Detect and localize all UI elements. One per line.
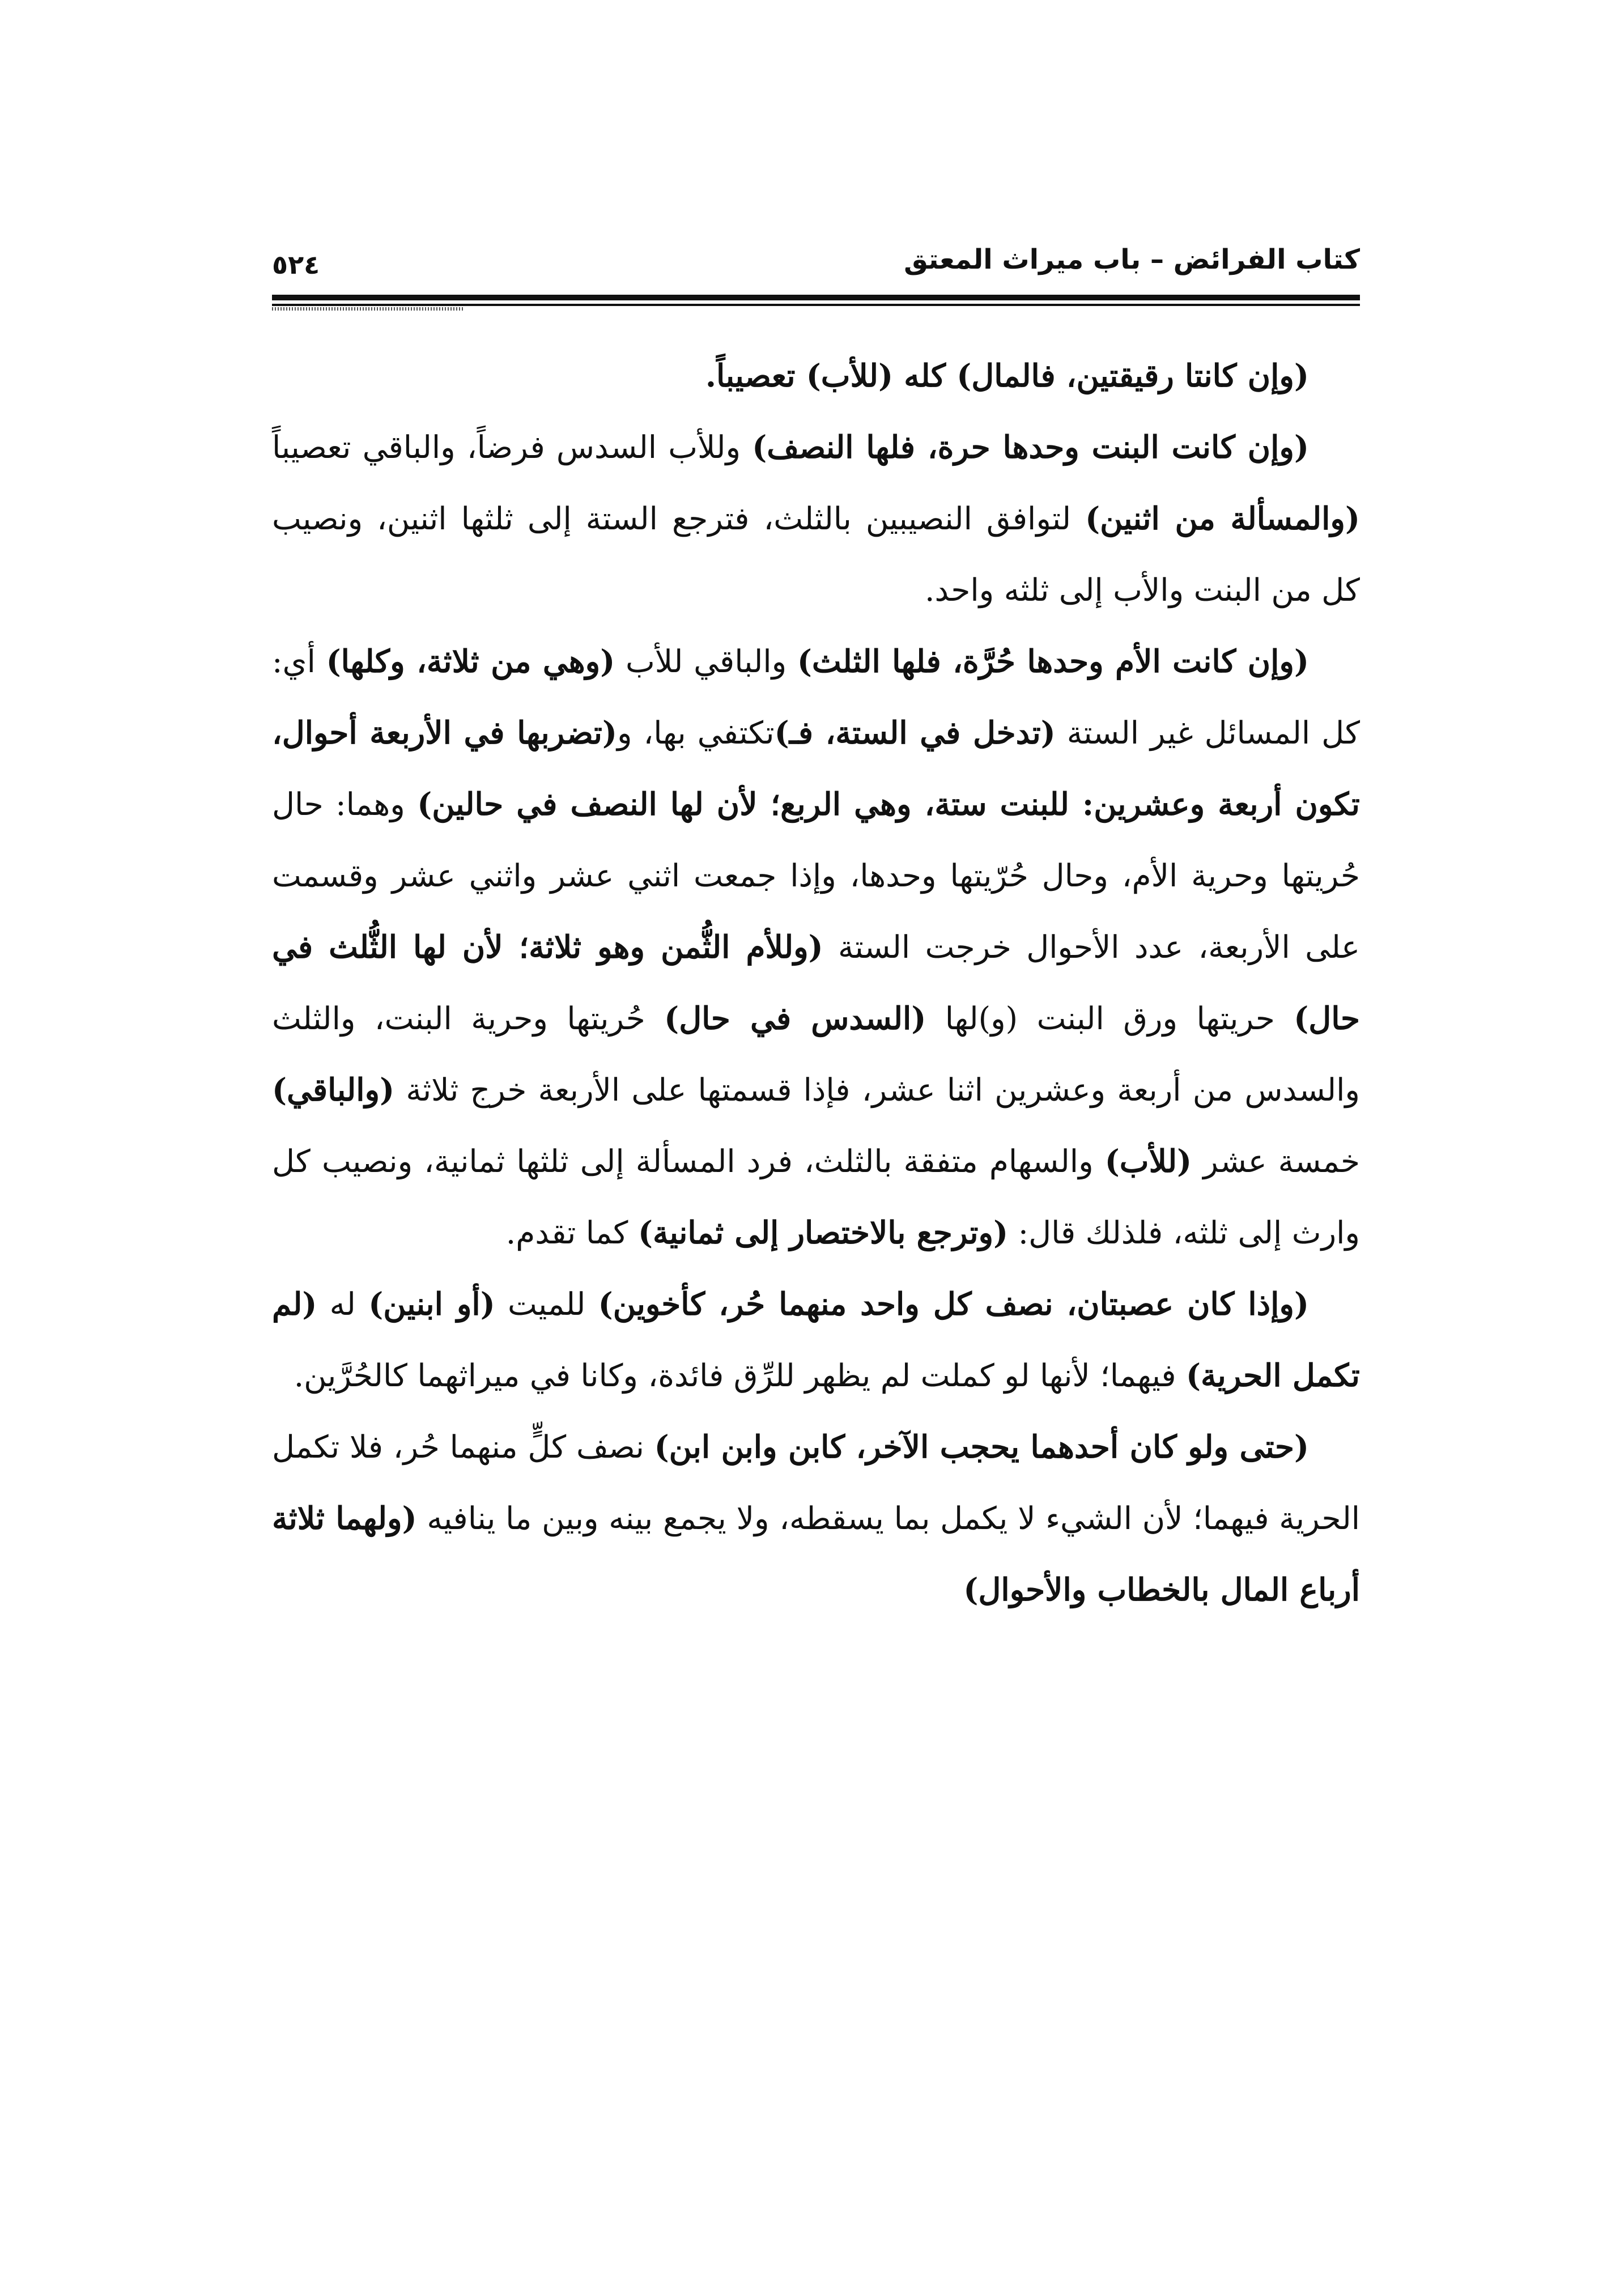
body-text <box>272 340 1360 1625</box>
bold-text-run: (تضربها في الأربعة أحوال، تكون أربعة وعشرين: للبنت ستة، وهي الربع؛ لأن لها النصف في حالين) <box>272 714 1360 822</box>
paragraph <box>272 411 1360 626</box>
bold-text-run: (وهي من ثلاثة، وكلها) <box>326 643 615 680</box>
bold-text-run: (وإن كانت الأم وحدها حُرَّة، فلها الثلث) <box>797 643 1310 680</box>
bold-text-run: (وإن كانت البنت وحدها حرة، فلها النصف) <box>752 428 1309 465</box>
paragraph <box>272 340 1360 411</box>
text-run: خمسة عشر <box>1192 1143 1361 1179</box>
bold-text-run: (والباقي) <box>272 1071 395 1108</box>
header-rule-hatch <box>272 307 465 311</box>
text-run: وهما: حال حُريتها وحرية الأم، وحال حُرّيتها وحدها، وإذا جمعت اثني عشر واثني عشر وقسمت على الأربعة، عدد الأحوال خرجت الستة <box>272 786 1360 965</box>
bold-text-run: (للأب) <box>1104 1143 1192 1179</box>
text-run: تكتفي بها، و <box>617 715 775 751</box>
text-run: وللأب السدس فرضاً، والباقي تعصيباً <box>272 429 753 465</box>
text-run: حُريتها وحرية البنت، والثلث والسدس من أربعة وعشرين اثنا عشر، فإذا قسمتها على الأربعة خرج ثلاثة <box>272 1000 1360 1108</box>
header-rule-thin <box>272 304 1360 306</box>
text-run: له <box>317 1286 369 1322</box>
text-run: كما تقدم. <box>505 1215 638 1251</box>
bold-text-run: (السدس في حال) <box>664 1000 926 1037</box>
bold-text-run: (أو ابنين) <box>368 1285 495 1322</box>
bold-text-run: (ولهما ثلاثة أرباع المال بالخطاب والأحوال) <box>272 1500 1360 1608</box>
bold-text-run: (وللأم الثُّمن وهو ثلاثة؛ لأن لها الثُّلث في حال) <box>272 928 1360 1037</box>
bold-text-run: (لم تكمل الحرية) <box>272 1285 1360 1394</box>
text-run: حريتها ورق البنت (و)لها <box>926 1000 1294 1037</box>
running-title: كتاب الفرائض – باب ميراث المعتق <box>904 244 1360 275</box>
text-run: نصف كلٍّ منهما حُر، فلا تكمل الحرية فيهما؛ لأن الشيء لا يكمل بما يسقطه، ولا يجمع بينه وبين ما ينافيه <box>272 1429 1360 1536</box>
text-run: والباقي للأب <box>615 643 797 680</box>
header-rule-thick <box>272 295 1360 300</box>
page-header <box>272 238 1360 283</box>
bold-text-run: (تدخل في الستة، فـ) <box>774 714 1056 751</box>
bold-text-run: (وإذا كان عصبتان، نصف كل واحد منهما حُر، كأخوين) <box>598 1285 1309 1322</box>
text-run: فيهما؛ لأنها لو كملت لم يظهر للرِّق فائدة، وكانا في ميراثهما كالحُرَّين. <box>294 1357 1186 1394</box>
bold-text-run: (والمسألة من اثنين) <box>1085 500 1360 537</box>
text-run: للميت <box>495 1286 598 1322</box>
paragraph <box>272 1411 1360 1625</box>
text-run: أي: كل المسائل غير الستة <box>272 643 1361 751</box>
bold-text-run: (حتى ولو كان أحدهما يحجب الآخر، كابن وابن ابن) <box>654 1428 1309 1465</box>
paragraph <box>272 1268 1360 1411</box>
bold-text-run: (وترجع بالاختصار إلى ثمانية) <box>637 1214 1009 1251</box>
page-number: ٥٢٤ <box>272 249 320 280</box>
text-run: والسهام متفقة بالثلث، فرد المسألة إلى ثلثها ثمانية، ونصيب كل وارث إلى ثلثه، فلذلك قال: <box>272 1143 1360 1251</box>
bold-text-run: (وإن كانتا رقيقتين، فالمال) كله (للأب) تعصيباً. <box>705 357 1309 394</box>
paragraph <box>272 626 1360 1268</box>
text-run: لتوافق النصيبين بالثلث، فترجع الستة إلى ثلثها اثنين، ونصيب كل من البنت والأب إلى ثلثه واحد. <box>272 500 1360 608</box>
